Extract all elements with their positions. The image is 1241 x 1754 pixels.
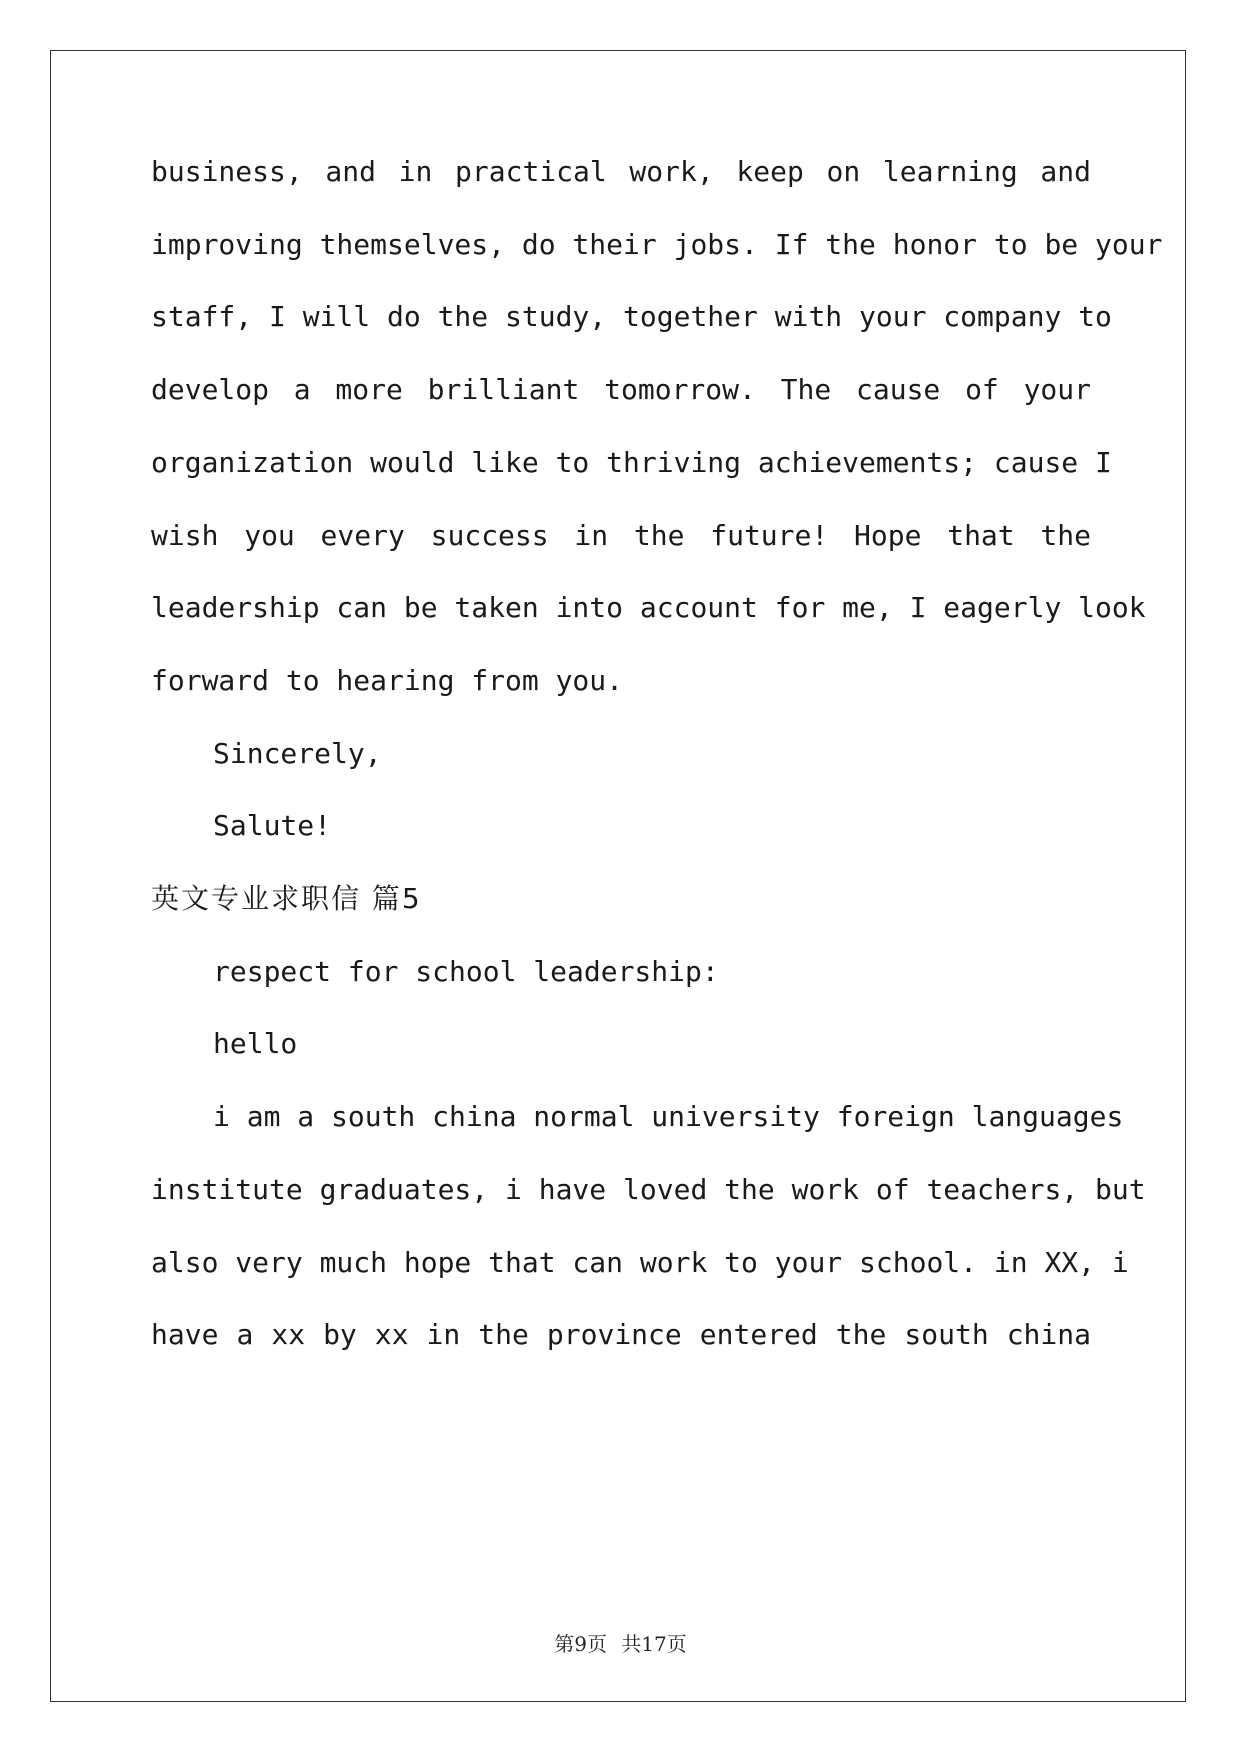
section-heading: 英文专业求职信 篇5	[151, 882, 422, 915]
page-number: 第9页	[554, 1632, 607, 1656]
closing-salute: Salute!	[213, 809, 332, 843]
page-footer	[0, 1628, 1241, 1657]
closing-sincerely: Sincerely,	[213, 736, 382, 770]
text-line: organization would like to thriving achievements; cause I	[151, 445, 1112, 479]
text-line: improving themselves, do their jobs. If the honor to be your	[151, 227, 1163, 261]
total-pages: 共17页	[621, 1632, 687, 1656]
text-line: wish you every success in the future! Hope that the	[151, 518, 1091, 552]
text-line: forward to hearing from you.	[151, 663, 624, 697]
text-line: i am a south china normal university foreign languages	[213, 1100, 1124, 1134]
text-line: also very much hope that can work to your school. in XX, i	[151, 1245, 1129, 1279]
text-line: have a xx by xx in the province entered the south china	[151, 1318, 1091, 1352]
text-line: develop a more brilliant tomorrow. The cause of your	[151, 373, 1091, 407]
text-line: staff, I will do the study, together with your company to	[151, 300, 1112, 334]
text-line: business, and in practical work, keep on learning and	[151, 155, 1091, 188]
text-line: leadership can be taken into account for me, I eagerly look	[151, 591, 1146, 625]
text-line: institute graduates, i have loved the work of teachers, but	[151, 1172, 1146, 1206]
salutation-line: respect for school leadership:	[213, 954, 719, 988]
greeting-line: hello	[213, 1027, 298, 1061]
